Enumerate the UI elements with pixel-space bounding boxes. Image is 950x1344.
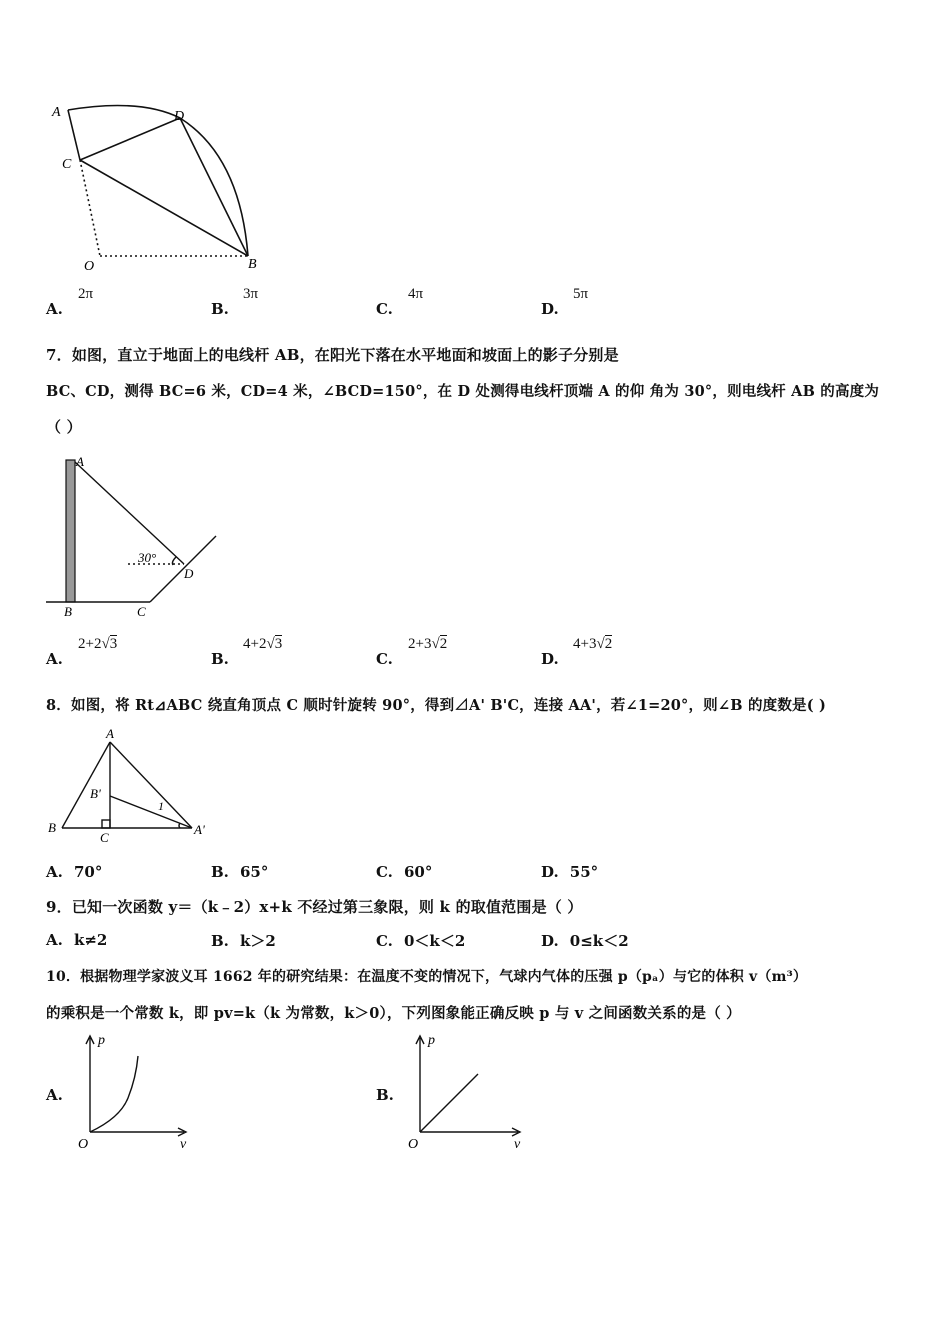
q8-label-1: 1 xyxy=(158,799,164,813)
q6-line-CD xyxy=(80,118,180,160)
option-letter: B. xyxy=(211,300,229,318)
sqrt-icon: √ xyxy=(596,636,605,652)
option-coefficient: 2+2 xyxy=(78,636,102,652)
q8-label-A1: A' xyxy=(194,822,205,837)
q6-label-C: C xyxy=(62,157,72,172)
q6-label-A: A xyxy=(52,105,61,120)
option-value: k≠2 xyxy=(73,931,108,949)
option-letter: D. xyxy=(541,863,559,881)
q7-option-c xyxy=(376,636,526,670)
q7-label-A: A xyxy=(76,454,84,469)
q10-graph-b xyxy=(400,1028,530,1152)
q10b-label-O: O xyxy=(408,1137,419,1152)
option-value: 55° xyxy=(569,863,599,881)
sqrt-icon: √ xyxy=(266,636,275,652)
option-coefficient: 4+3 xyxy=(573,636,597,652)
q8-line-AA1 xyxy=(110,742,192,828)
q6-option-a xyxy=(46,286,186,320)
q6-label-B: B xyxy=(248,257,257,272)
option-value: 60° xyxy=(404,863,433,881)
q9-option-c xyxy=(376,930,465,951)
option-letter: B. xyxy=(211,863,229,881)
q10-graph-a xyxy=(70,1028,192,1152)
q6-option-d xyxy=(541,286,681,320)
q6-line-CB xyxy=(80,160,248,256)
sqrt-icon: √ xyxy=(101,636,110,652)
option-letter: C. xyxy=(376,300,393,318)
q10a-label-v: v xyxy=(180,1137,187,1152)
q7-stem-line3: （ ） xyxy=(46,418,82,436)
q8-label-C: C xyxy=(100,830,109,845)
q8-figure xyxy=(40,726,220,846)
q10a-curve xyxy=(90,1056,138,1132)
q8-angle-1-arc xyxy=(179,823,180,828)
option-value: 4π xyxy=(408,286,424,302)
q9-option-d xyxy=(541,930,629,951)
q8-option-c xyxy=(376,862,432,881)
q8-option-b xyxy=(211,862,268,881)
q7-stem-line1: 7．如图，直立于地面上的电线杆 AB，在阳光下落在水平地面和坡面上的影子分别是 xyxy=(46,346,619,364)
option-radicand: 2 xyxy=(439,636,448,652)
q10-option-b-letter: B. xyxy=(376,1086,394,1104)
q6-line-AC xyxy=(68,110,80,160)
q8-line-BA xyxy=(62,742,110,828)
q8-right-angle-mark xyxy=(102,820,110,828)
q7-label-C: C xyxy=(137,604,146,619)
q8-label-B1: B' xyxy=(90,786,101,801)
option-value: k＞2 xyxy=(240,932,276,950)
q10-option-a-letter: A. xyxy=(46,1086,63,1104)
q10-stem-line1: 10．根据物理学家波义耳 1662 年的研究结果：在温度不变的情况下，气球内气体的压强 p（pₐ）与它的体积 v（m³） xyxy=(46,969,808,985)
q6-option-b xyxy=(211,286,351,320)
q8-label-A: A xyxy=(106,726,114,741)
option-letter: A. xyxy=(46,650,63,668)
option-value: 65° xyxy=(240,863,269,881)
q10b-label-p: p xyxy=(428,1033,435,1048)
q10b-line xyxy=(420,1074,478,1132)
q7-label-B: B xyxy=(64,604,72,619)
option-letter: C. xyxy=(376,932,393,950)
q10-stem-line2: 的乘积是一个常数 k，即 pv=k（k 为常数，k＞0），下列图象能正确反映 p 与 v 之间函数关系的是（ ） xyxy=(46,1005,741,1022)
q10b-label-v: v xyxy=(514,1137,521,1152)
q7-slope xyxy=(150,536,216,602)
q7-label-angle: 30° xyxy=(138,550,157,565)
q7-label-D: D xyxy=(184,566,194,581)
q6-line-DB xyxy=(180,118,248,256)
q8-option-d xyxy=(541,862,598,881)
option-value: 2π xyxy=(78,286,94,302)
q7-sunray xyxy=(75,462,184,564)
option-letter: A. xyxy=(46,300,63,318)
option-radicand: 3 xyxy=(274,636,283,652)
q9-option-b xyxy=(211,930,276,951)
option-letter: A. xyxy=(46,863,63,881)
q10a-label-O: O xyxy=(78,1137,89,1152)
option-letter: C. xyxy=(376,863,393,881)
q6-option-c xyxy=(376,286,516,320)
sqrt-icon: √ xyxy=(431,636,440,652)
option-letter: B. xyxy=(211,932,229,950)
q10a-label-p: p xyxy=(98,1033,105,1048)
option-value: 3π xyxy=(243,286,259,302)
q6-line-CO xyxy=(80,160,100,256)
option-value: 5π xyxy=(573,286,589,302)
q6-label-O: O xyxy=(84,259,95,274)
option-value: 0≤k＜2 xyxy=(569,932,629,950)
q7-option-d xyxy=(541,636,691,670)
q8-stem: 8．如图，将 Rt⊿ABC 绕直角顶点 C 顺时针旋转 90°，得到⊿A' B'C，连接 AA'，若∠1=20°，则∠B 的度数是( ) xyxy=(46,697,827,714)
q7-pole xyxy=(66,460,75,602)
q7-figure xyxy=(40,452,230,622)
option-value: 0＜k＜2 xyxy=(404,932,466,950)
option-coefficient: 4+2 xyxy=(243,636,267,652)
option-radicand: 2 xyxy=(604,636,613,652)
q8-label-B: B xyxy=(48,820,56,835)
q9-option-a xyxy=(46,930,107,949)
q8-option-a xyxy=(46,862,102,881)
option-letter: D. xyxy=(541,300,559,318)
option-letter: B. xyxy=(211,650,229,668)
option-radicand: 3 xyxy=(109,636,118,652)
q6-label-D: D xyxy=(174,109,185,124)
option-letter: C. xyxy=(376,650,393,668)
option-value: 70° xyxy=(73,863,103,881)
q6-figure xyxy=(40,96,280,276)
option-letter: A. xyxy=(46,931,63,949)
q7-option-a xyxy=(46,636,196,670)
q7-stem-line2: BC、CD，测得 BC=6 米，CD=4 米，∠BCD=150°，在 D 处测得电线杆顶端 A 的仰 角为 30°，则电线杆 AB 的高度为 xyxy=(46,383,880,400)
q9-stem: 9．已知一次函数 y＝（k﹣2）x+k 不经过第三象限，则 k 的取值范围是（ ） xyxy=(46,898,583,916)
option-coefficient: 2+3 xyxy=(408,636,432,652)
q7-option-b xyxy=(211,636,361,670)
option-letter: D. xyxy=(541,932,559,950)
option-letter: D. xyxy=(541,650,559,668)
